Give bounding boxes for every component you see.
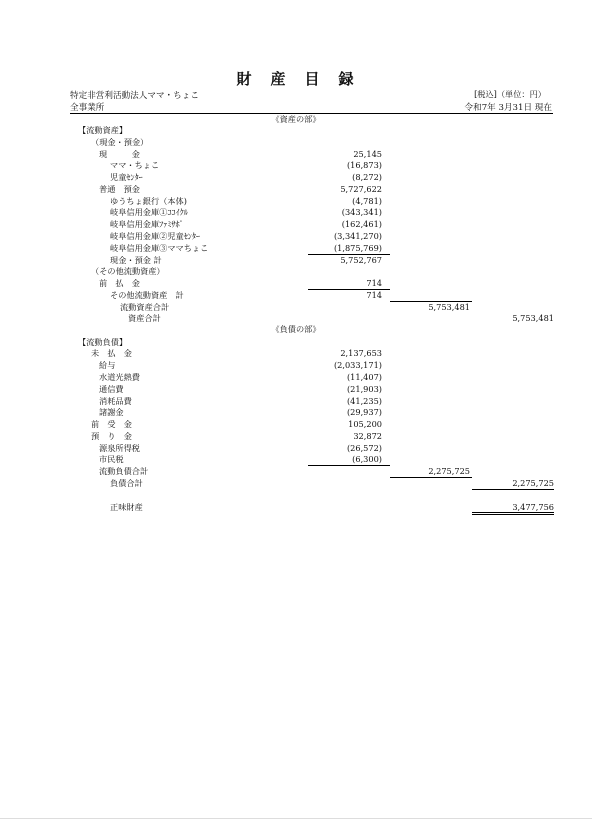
- table-row: [0, 172, 592, 183]
- row-label: 現 金: [99, 149, 140, 159]
- amount-col3: 5,753,481: [512, 313, 554, 323]
- row-label: 給与: [99, 360, 116, 370]
- row-label: 市民税: [99, 454, 124, 464]
- table-row: [0, 454, 592, 465]
- row-label: ママ・ちょこ: [110, 160, 160, 170]
- row-label: 児童ｾﾝﾀｰ: [110, 172, 143, 182]
- net-assets-double-rule-top: [472, 512, 554, 513]
- row-label: 前 払 金: [99, 278, 140, 288]
- table-row: [0, 125, 592, 136]
- row-label: 未 払 金: [91, 348, 132, 358]
- table-row: [0, 278, 592, 289]
- row-label: （その他流動資産）: [91, 266, 165, 276]
- row-label: 源泉所得税: [99, 443, 140, 453]
- amount-col1: (16,873): [346, 160, 382, 170]
- table-row: [0, 337, 592, 348]
- amount-col1: 714: [366, 278, 382, 288]
- amount-col1: (26,572): [346, 443, 382, 453]
- document-title: 財 産 目 録: [236, 70, 356, 88]
- amount-col1: (41,235): [346, 396, 382, 406]
- amount-col1: 32,872: [353, 431, 382, 441]
- amount-col1: (29,937): [346, 407, 382, 417]
- assets-section-heading: 《資産の部》: [271, 114, 321, 124]
- row-label: 岐阜信用金庫②児童ｾﾝﾀｰ: [110, 231, 201, 241]
- amount-col1: (11,407): [346, 372, 382, 382]
- row-label: その他流動資産 計: [110, 290, 184, 300]
- table-row: [0, 313, 592, 324]
- table-row: [0, 302, 592, 313]
- row-label: 普通 預金: [99, 184, 140, 194]
- amount-col1: (8,272): [352, 172, 382, 182]
- table-row: [0, 407, 592, 418]
- table-row: [0, 384, 592, 395]
- row-label: 現金・預金 計: [110, 255, 162, 265]
- amount-col1: 25,145: [353, 149, 382, 159]
- amount-col1: (21,903): [346, 384, 382, 394]
- row-label: 【流動資産】: [78, 125, 128, 135]
- amount-col1: (3,341,270): [333, 231, 382, 241]
- table-row: [0, 348, 592, 359]
- amount-col1: (4,781): [352, 196, 382, 206]
- amount-col3: 3,477,756: [512, 502, 554, 512]
- table-row: [0, 219, 592, 230]
- table-row: [0, 196, 592, 207]
- row-label: 岐阜信用金庫ﾌｧﾐｻﾎﾟ: [110, 219, 184, 229]
- table-row: [0, 290, 592, 301]
- organization-name: 特定非営利活動法人ママ・ちょこ: [70, 91, 199, 101]
- table-row: [0, 443, 592, 454]
- row-label: 岐阜信用金庫③ママちょこ: [110, 243, 209, 253]
- row-label: 【流動負債】: [78, 337, 128, 347]
- amount-col1: (2,033,171): [333, 360, 382, 370]
- row-label: （現金・預金）: [91, 137, 149, 147]
- table-row: [0, 419, 592, 430]
- table-row: [0, 207, 592, 218]
- table-row: [0, 137, 592, 148]
- amount-col1: (1,875,769): [333, 243, 382, 253]
- table-row: [0, 360, 592, 371]
- row-label: 水道光熱費: [99, 372, 140, 382]
- table-row: [0, 231, 592, 242]
- page-edge: [0, 818, 592, 819]
- row-label: 通信費: [99, 384, 124, 394]
- table-row: [0, 243, 592, 254]
- table-row: [0, 478, 592, 489]
- row-label: 正味財産: [110, 502, 143, 512]
- row-label: 流動資産合計: [120, 302, 170, 312]
- total-rule: [472, 489, 554, 490]
- row-label: 消耗品費: [99, 396, 132, 406]
- amount-col1: 2,137,653: [340, 348, 382, 358]
- row-label: 前 受 金: [91, 419, 132, 429]
- row-label: 預 り 金: [91, 431, 132, 441]
- amount-col1: 714: [366, 290, 382, 300]
- net-assets-double-rule-bottom: [472, 514, 554, 515]
- row-label: 資産合計: [128, 313, 161, 323]
- amount-col1: (6,300): [352, 454, 382, 464]
- table-row: [0, 149, 592, 160]
- as-of-date: 令和7年 3月31日 現在: [464, 103, 552, 113]
- amount-col1: 5,727,622: [340, 184, 382, 194]
- row-label: 流動負債合計: [99, 466, 149, 476]
- table-row: [0, 396, 592, 407]
- amount-col1: (343,341): [341, 207, 382, 217]
- amount-col2: 2,275,725: [428, 466, 470, 476]
- table-row: [0, 431, 592, 442]
- row-label: 諸謝金: [99, 407, 124, 417]
- row-label: 負債合計: [110, 478, 143, 488]
- table-row: [0, 160, 592, 171]
- liabilities-section-heading: 《負債の部》: [271, 324, 321, 334]
- table-row: [0, 266, 592, 277]
- amount-col1: 5,752,767: [340, 255, 382, 265]
- amount-col3: 2,275,725: [512, 478, 554, 488]
- tax-unit-note: [税込]（単位：円）: [474, 89, 546, 99]
- table-row: [0, 255, 592, 266]
- amount-col1: (162,461): [341, 219, 382, 229]
- scope-label: 全事業所: [70, 103, 105, 113]
- table-row: [0, 466, 592, 477]
- table-row: [0, 372, 592, 383]
- table-row: [0, 184, 592, 195]
- row-label: 岐阜信用金庫①ｺｺｲｸﾙ: [110, 207, 188, 217]
- amount-col2: 5,753,481: [428, 302, 470, 312]
- amount-col1: 105,200: [348, 419, 382, 429]
- row-label: ゆうちょ銀行（本体): [110, 196, 187, 206]
